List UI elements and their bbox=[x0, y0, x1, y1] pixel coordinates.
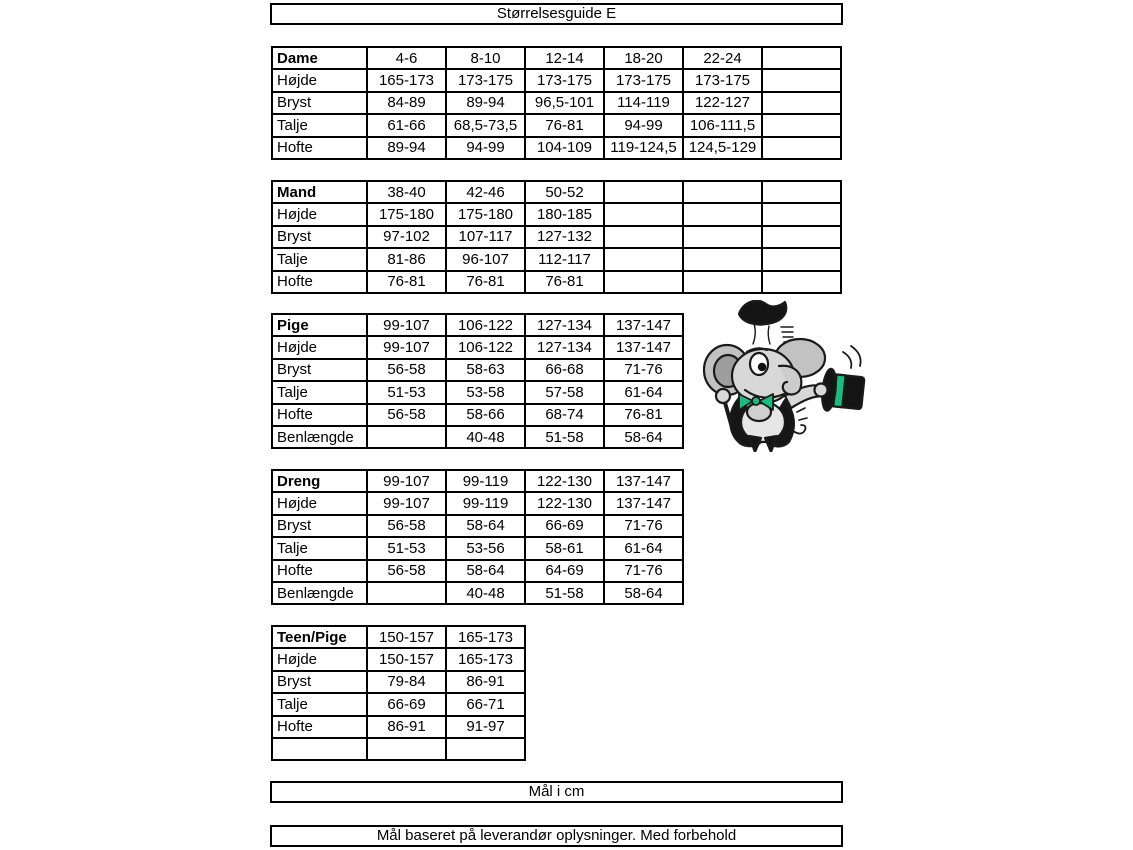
value-cell: 4-6 bbox=[367, 47, 446, 69]
value-cell: 127-134 bbox=[525, 314, 604, 336]
table-title-cell: Teen/Pige bbox=[272, 626, 367, 648]
value-cell: 165-173 bbox=[446, 648, 525, 670]
value-cell: 89-94 bbox=[446, 92, 525, 114]
value-cell: 180-185 bbox=[525, 203, 604, 225]
value-cell: 51-58 bbox=[525, 582, 604, 604]
table-row bbox=[272, 336, 683, 358]
table-row bbox=[272, 92, 841, 114]
page-title: Størrelsesguide E bbox=[270, 3, 843, 25]
table-row bbox=[272, 426, 683, 448]
value-cell: 76-81 bbox=[604, 404, 683, 426]
value-cell: 89-94 bbox=[367, 137, 446, 159]
table-row bbox=[272, 203, 841, 225]
value-cell bbox=[604, 181, 683, 203]
value-cell: 56-58 bbox=[367, 404, 446, 426]
value-cell bbox=[604, 226, 683, 248]
value-cell bbox=[367, 738, 446, 760]
value-cell bbox=[683, 248, 762, 270]
value-cell: 58-66 bbox=[446, 404, 525, 426]
value-cell: 94-99 bbox=[446, 137, 525, 159]
value-cell: 61-66 bbox=[367, 114, 446, 136]
row-label-cell: Benlængde bbox=[272, 426, 367, 448]
value-cell: 107-117 bbox=[446, 226, 525, 248]
value-cell: 66-69 bbox=[525, 515, 604, 537]
value-cell: 94-99 bbox=[604, 114, 683, 136]
value-cell: 58-64 bbox=[446, 560, 525, 582]
value-cell: 150-157 bbox=[367, 648, 446, 670]
value-cell: 137-147 bbox=[604, 314, 683, 336]
value-cell: 81-86 bbox=[367, 248, 446, 270]
value-cell: 64-69 bbox=[525, 560, 604, 582]
teen-pige-size-table bbox=[271, 625, 526, 761]
table-row bbox=[272, 69, 841, 91]
value-cell: 122-130 bbox=[525, 470, 604, 492]
row-label-cell: Hofte bbox=[272, 404, 367, 426]
value-cell: 86-91 bbox=[367, 716, 446, 738]
table-header-row bbox=[272, 181, 841, 203]
pige-size-table bbox=[271, 313, 684, 449]
row-label-cell: Bryst bbox=[272, 671, 367, 693]
value-cell: 38-40 bbox=[367, 181, 446, 203]
row-label-cell: Hofte bbox=[272, 716, 367, 738]
table-row bbox=[272, 381, 683, 403]
value-cell: 106-122 bbox=[446, 336, 525, 358]
value-cell: 106-122 bbox=[446, 314, 525, 336]
row-label-cell: Bryst bbox=[272, 92, 367, 114]
value-cell: 114-119 bbox=[604, 92, 683, 114]
table-row bbox=[272, 693, 525, 715]
value-cell bbox=[683, 181, 762, 203]
table-row bbox=[272, 738, 525, 760]
value-cell: 79-84 bbox=[367, 671, 446, 693]
value-cell: 99-107 bbox=[367, 314, 446, 336]
value-cell: 165-173 bbox=[446, 626, 525, 648]
value-cell: 61-64 bbox=[604, 537, 683, 559]
value-cell: 99-119 bbox=[446, 470, 525, 492]
value-cell: 57-58 bbox=[525, 381, 604, 403]
value-cell bbox=[762, 114, 841, 136]
value-cell: 18-20 bbox=[604, 47, 683, 69]
value-cell: 58-64 bbox=[604, 426, 683, 448]
value-cell: 96,5-101 bbox=[525, 92, 604, 114]
value-cell: 99-119 bbox=[446, 492, 525, 514]
value-cell: 53-56 bbox=[446, 537, 525, 559]
value-cell: 68,5-73,5 bbox=[446, 114, 525, 136]
value-cell bbox=[446, 738, 525, 760]
value-cell: 50-52 bbox=[525, 181, 604, 203]
dame-size-table bbox=[271, 46, 842, 160]
table-header-row bbox=[272, 470, 683, 492]
table-row bbox=[272, 359, 683, 381]
value-cell bbox=[762, 137, 841, 159]
value-cell: 112-117 bbox=[525, 248, 604, 270]
value-cell: 122-130 bbox=[525, 492, 604, 514]
value-cell: 51-58 bbox=[525, 426, 604, 448]
disclaimer-note: Mål baseret på leverandør oplysninger. Med forbehold bbox=[270, 825, 843, 847]
value-cell: 61-64 bbox=[604, 381, 683, 403]
table-row bbox=[272, 560, 683, 582]
table-row bbox=[272, 515, 683, 537]
value-cell: 173-175 bbox=[683, 69, 762, 91]
value-cell: 127-132 bbox=[525, 226, 604, 248]
value-cell: 12-14 bbox=[525, 47, 604, 69]
table-row bbox=[272, 404, 683, 426]
value-cell: 104-109 bbox=[525, 137, 604, 159]
row-label-cell: Talje bbox=[272, 114, 367, 136]
value-cell: 91-97 bbox=[446, 716, 525, 738]
value-cell: 99-107 bbox=[367, 492, 446, 514]
value-cell bbox=[762, 181, 841, 203]
value-cell: 175-180 bbox=[367, 203, 446, 225]
table-title-cell: Dame bbox=[272, 47, 367, 69]
value-cell: 173-175 bbox=[446, 69, 525, 91]
table-header-row bbox=[272, 314, 683, 336]
row-label-cell: Talje bbox=[272, 381, 367, 403]
value-cell: 56-58 bbox=[367, 515, 446, 537]
table-title-cell: Mand bbox=[272, 181, 367, 203]
value-cell bbox=[762, 248, 841, 270]
value-cell: 56-58 bbox=[367, 560, 446, 582]
row-label-cell: Hofte bbox=[272, 137, 367, 159]
value-cell bbox=[604, 248, 683, 270]
value-cell: 22-24 bbox=[683, 47, 762, 69]
row-label-cell: Bryst bbox=[272, 515, 367, 537]
value-cell: 76-81 bbox=[525, 114, 604, 136]
value-cell: 71-76 bbox=[604, 560, 683, 582]
table-header-row bbox=[272, 47, 841, 69]
value-cell: 99-107 bbox=[367, 470, 446, 492]
value-cell bbox=[367, 582, 446, 604]
row-label-cell: Højde bbox=[272, 648, 367, 670]
value-cell bbox=[762, 92, 841, 114]
table-row bbox=[272, 582, 683, 604]
table-row bbox=[272, 716, 525, 738]
value-cell: 173-175 bbox=[525, 69, 604, 91]
value-cell: 137-147 bbox=[604, 470, 683, 492]
table-row bbox=[272, 248, 841, 270]
value-cell: 56-58 bbox=[367, 359, 446, 381]
value-cell: 76-81 bbox=[525, 271, 604, 293]
value-cell: 96-107 bbox=[446, 248, 525, 270]
row-label-cell: Højde bbox=[272, 336, 367, 358]
value-cell: 71-76 bbox=[604, 515, 683, 537]
table-header-row bbox=[272, 626, 525, 648]
value-cell: 66-69 bbox=[367, 693, 446, 715]
value-cell: 66-71 bbox=[446, 693, 525, 715]
table-title-cell: Dreng bbox=[272, 470, 367, 492]
value-cell: 122-127 bbox=[683, 92, 762, 114]
value-cell: 76-81 bbox=[367, 271, 446, 293]
row-label-cell: Talje bbox=[272, 537, 367, 559]
value-cell bbox=[367, 426, 446, 448]
value-cell bbox=[762, 69, 841, 91]
value-cell: 51-53 bbox=[367, 537, 446, 559]
value-cell: 119-124,5 bbox=[604, 137, 683, 159]
value-cell: 86-91 bbox=[446, 671, 525, 693]
table-title-cell: Pige bbox=[272, 314, 367, 336]
value-cell: 173-175 bbox=[604, 69, 683, 91]
value-cell: 58-63 bbox=[446, 359, 525, 381]
value-cell: 97-102 bbox=[367, 226, 446, 248]
value-cell: 165-173 bbox=[367, 69, 446, 91]
table-row bbox=[272, 114, 841, 136]
row-label-cell: Talje bbox=[272, 248, 367, 270]
value-cell: 137-147 bbox=[604, 492, 683, 514]
unit-note: Mål i cm bbox=[270, 781, 843, 803]
table-row bbox=[272, 137, 841, 159]
value-cell: 76-81 bbox=[446, 271, 525, 293]
row-label-cell: Talje bbox=[272, 693, 367, 715]
table-row bbox=[272, 492, 683, 514]
value-cell bbox=[604, 203, 683, 225]
value-cell: 58-64 bbox=[604, 582, 683, 604]
table-row bbox=[272, 648, 525, 670]
value-cell: 124,5-129 bbox=[683, 137, 762, 159]
row-label-cell: Højde bbox=[272, 492, 367, 514]
row-label-cell: Benlængde bbox=[272, 582, 367, 604]
value-cell: 68-74 bbox=[525, 404, 604, 426]
value-cell: 137-147 bbox=[604, 336, 683, 358]
value-cell: 42-46 bbox=[446, 181, 525, 203]
elephant-mascot-icon bbox=[697, 300, 869, 452]
value-cell: 66-68 bbox=[525, 359, 604, 381]
table-row bbox=[272, 671, 525, 693]
value-cell bbox=[762, 203, 841, 225]
value-cell bbox=[683, 226, 762, 248]
row-label-cell bbox=[272, 738, 367, 760]
value-cell: 175-180 bbox=[446, 203, 525, 225]
value-cell: 8-10 bbox=[446, 47, 525, 69]
value-cell: 99-107 bbox=[367, 336, 446, 358]
row-label-cell: Bryst bbox=[272, 226, 367, 248]
value-cell bbox=[683, 271, 762, 293]
value-cell: 40-48 bbox=[446, 426, 525, 448]
table-row bbox=[272, 537, 683, 559]
value-cell: 58-64 bbox=[446, 515, 525, 537]
mand-size-table bbox=[271, 180, 842, 294]
row-label-cell: Højde bbox=[272, 203, 367, 225]
table-row bbox=[272, 271, 841, 293]
value-cell: 53-58 bbox=[446, 381, 525, 403]
dreng-size-table bbox=[271, 469, 684, 605]
value-cell: 58-61 bbox=[525, 537, 604, 559]
value-cell: 150-157 bbox=[367, 626, 446, 648]
value-cell: 84-89 bbox=[367, 92, 446, 114]
value-cell: 106-111,5 bbox=[683, 114, 762, 136]
value-cell bbox=[683, 203, 762, 225]
value-cell bbox=[762, 271, 841, 293]
table-row bbox=[272, 226, 841, 248]
value-cell: 71-76 bbox=[604, 359, 683, 381]
value-cell bbox=[762, 47, 841, 69]
value-cell: 40-48 bbox=[446, 582, 525, 604]
value-cell bbox=[762, 226, 841, 248]
row-label-cell: Hofte bbox=[272, 271, 367, 293]
value-cell: 51-53 bbox=[367, 381, 446, 403]
value-cell: 127-134 bbox=[525, 336, 604, 358]
value-cell bbox=[604, 271, 683, 293]
row-label-cell: Højde bbox=[272, 69, 367, 91]
row-label-cell: Bryst bbox=[272, 359, 367, 381]
row-label-cell: Hofte bbox=[272, 560, 367, 582]
